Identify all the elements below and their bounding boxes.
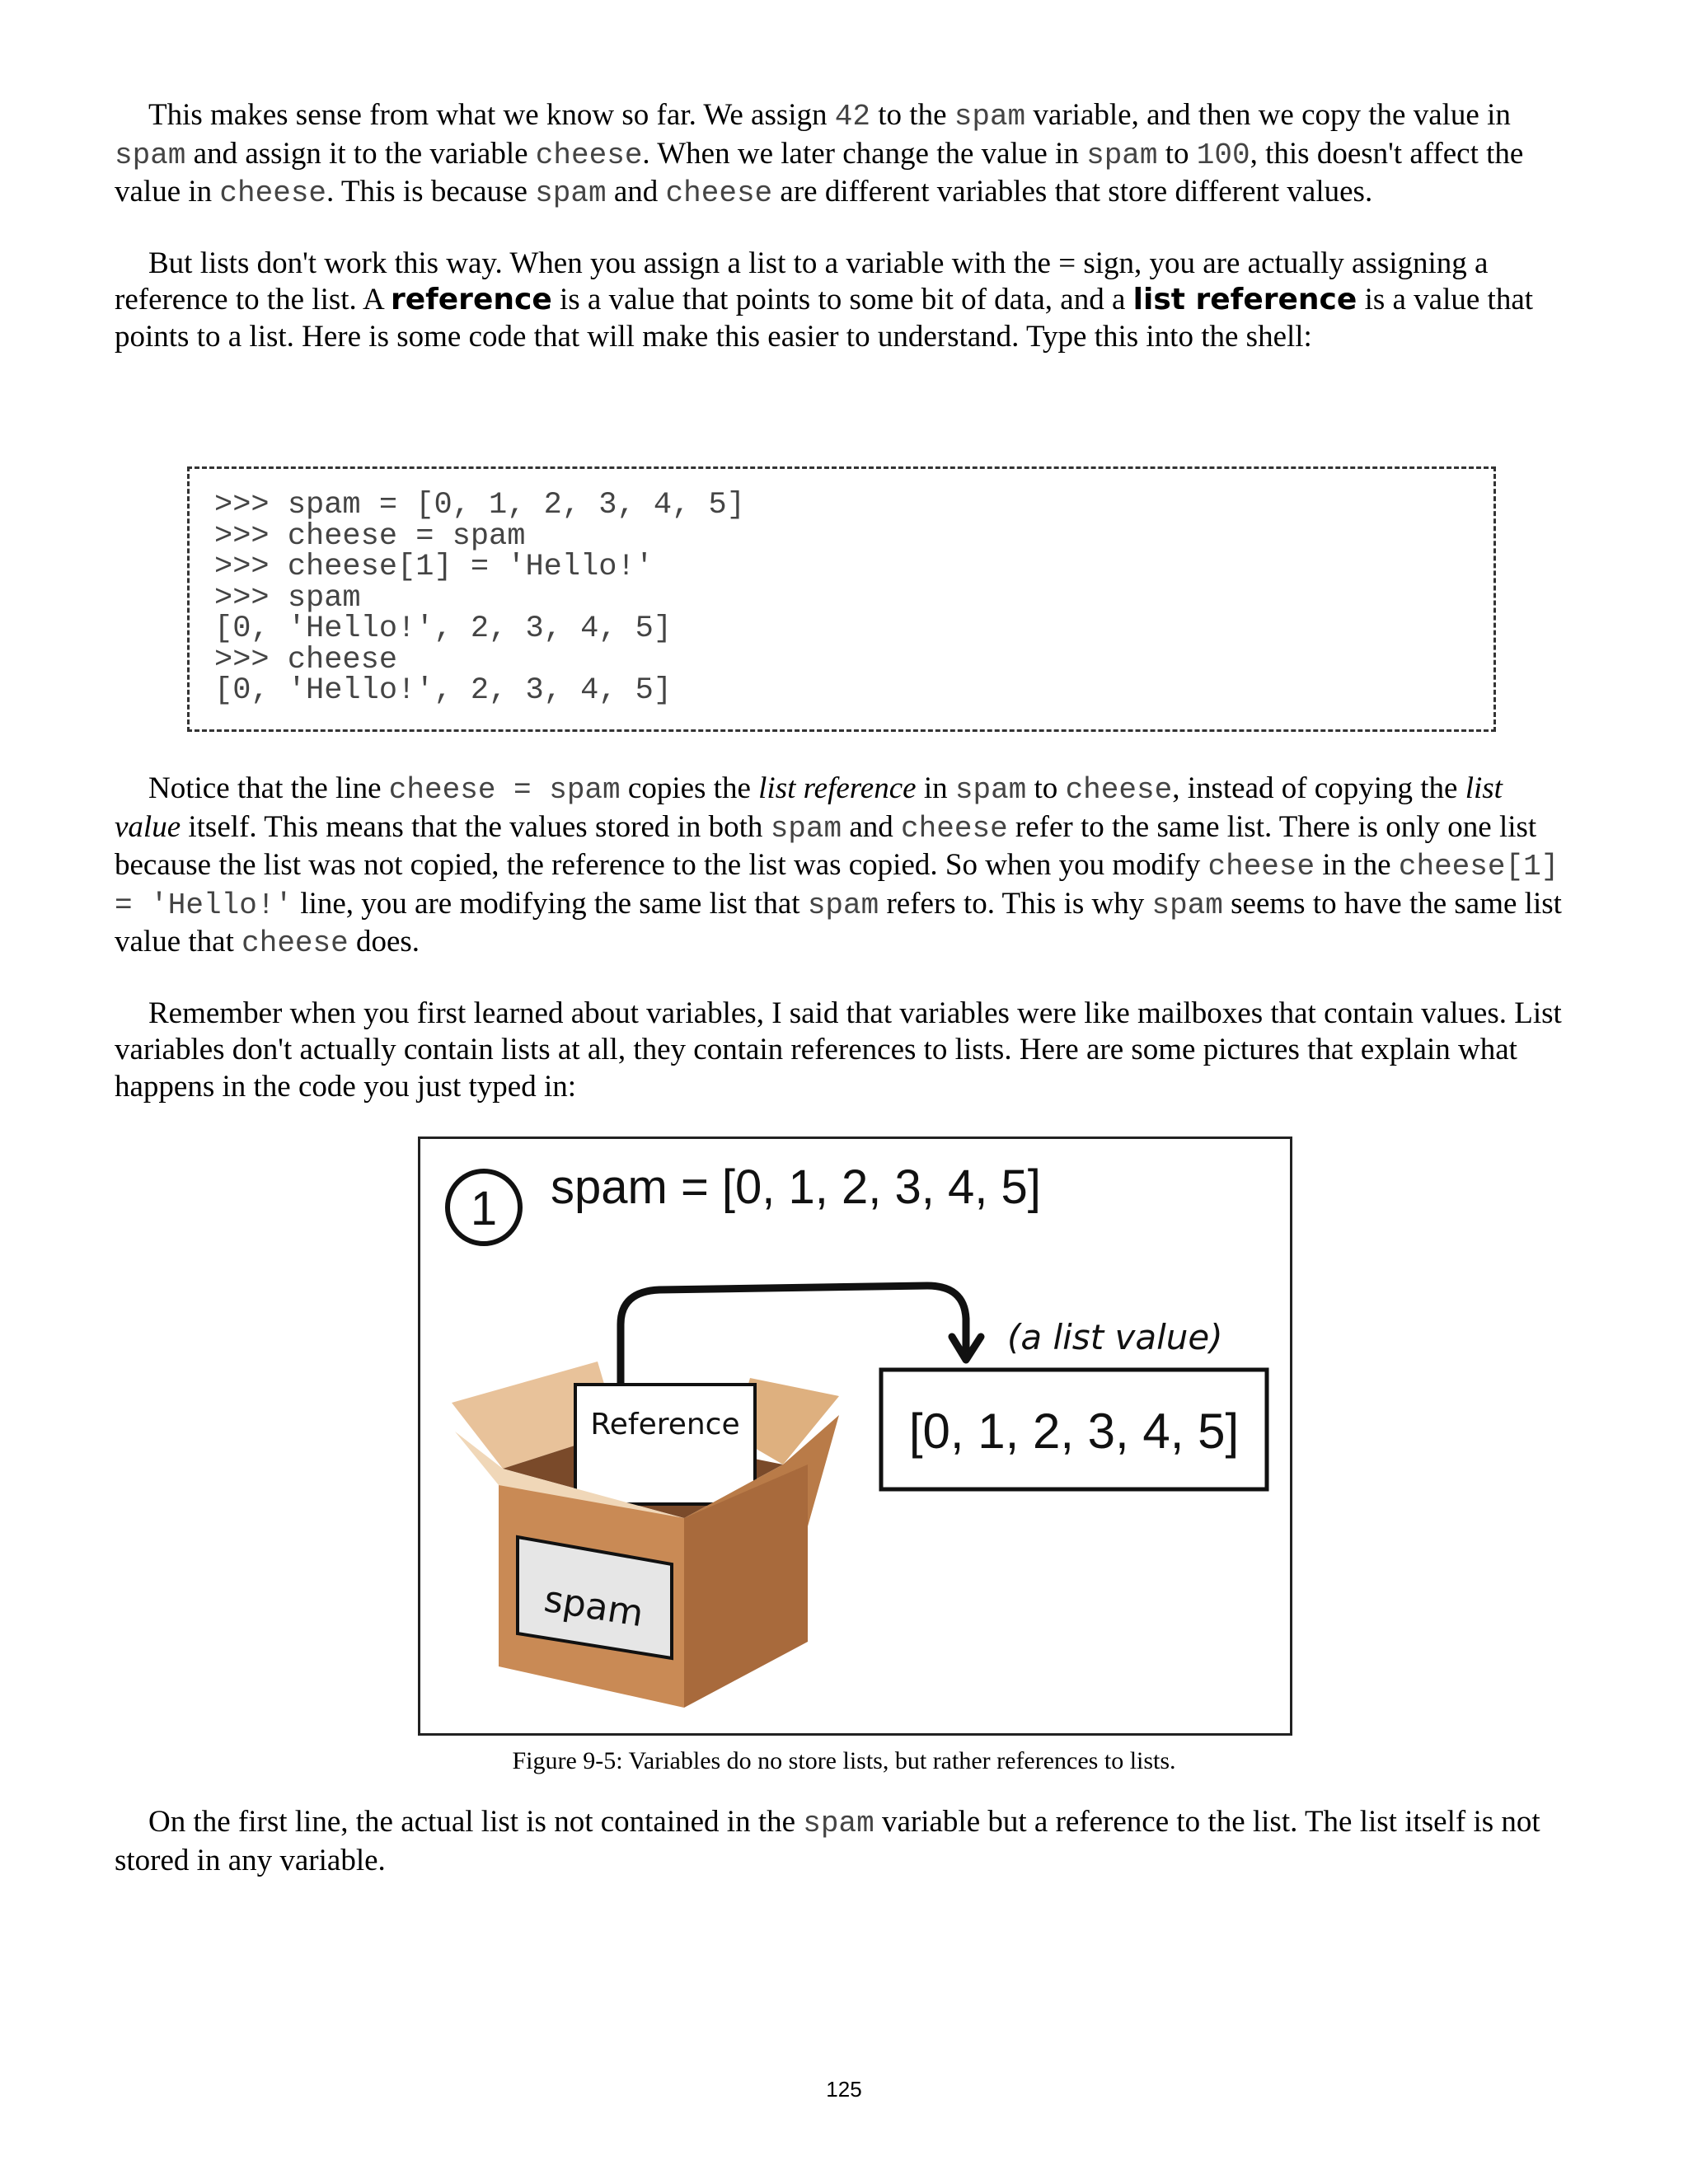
inline-code: cheese (901, 811, 1008, 846)
text: and assign it to the variable (185, 136, 536, 171)
text: does. (348, 925, 420, 958)
page-body-3 (115, 1804, 1573, 1879)
code-line: [0, 'Hello!', 2, 3, 4, 5] (214, 612, 673, 646)
step-number: 1 (470, 1182, 498, 1235)
text: line, you are modifying the same list that (293, 886, 808, 921)
text: to the (870, 98, 954, 132)
text: variable, and then we copy the value in (1025, 98, 1511, 132)
text: seems to have the same list value that (115, 886, 1562, 958)
reference-card (575, 1385, 755, 1504)
list-value-note: (a list value) (1007, 1317, 1223, 1357)
inline-code: cheese (535, 138, 643, 172)
text: . When we later change the value in (642, 136, 1087, 171)
text: On the first line, the actual list is not contained in the (148, 1805, 804, 1839)
code-block (187, 466, 1496, 732)
text: itself. This means that the values stored in both (181, 809, 771, 844)
inline-code: 100 (1196, 138, 1250, 172)
text: to (1157, 136, 1197, 171)
inline-code: cheese[1] = 'Hello!' (115, 850, 1559, 922)
code-line: >>> cheese[1] = 'Hello!' (214, 550, 654, 584)
text: refers to. This is why (879, 886, 1152, 921)
keyword-term: list reference (1132, 283, 1357, 316)
text: , this doesn't affect the value in (115, 136, 1524, 209)
text: refer to the same list. There is only one list because the list was not copied, the reference to the list was copied. So when you modify (115, 809, 1537, 882)
text: This makes sense from what we know so far. We assign (148, 98, 835, 132)
figure-code-title: spam = [0, 1, 2, 3, 4, 5] (551, 1160, 1041, 1214)
text: Notice that the line (148, 771, 389, 805)
inline-code: spam (807, 888, 879, 922)
code-listing (214, 490, 745, 707)
paragraph-3 (115, 771, 1573, 963)
text: is a value that points to a list. Here is some code that will make this easier to understand. Type this into the shell: (115, 283, 1534, 354)
inline-code: cheese (1207, 850, 1315, 883)
code-line: [0, 'Hello!', 2, 3, 4, 5] (214, 673, 673, 708)
page-body (115, 97, 1573, 355)
list-value: [0, 1, 2, 3, 4, 5] (908, 1404, 1240, 1459)
figure-illustration (420, 1139, 1290, 1733)
paragraph-4 (115, 996, 1573, 1106)
page-number: 125 (826, 2077, 862, 2102)
inline-code: cheese = spam (388, 773, 621, 807)
text: But lists don't work this way. When you assign a list to a variable with the = sign, you are actually assigning a reference to the list. A (115, 246, 1489, 316)
inline-code: cheese (219, 176, 327, 210)
text: is a value that points to some bit of data, and a (551, 283, 1133, 316)
emphasis: list reference (758, 771, 917, 805)
spam-label-text: spam (541, 1577, 646, 1636)
text: in (916, 771, 955, 805)
inline-code: cheese (241, 926, 349, 960)
text: . This is because (326, 175, 536, 209)
paragraph-2 (115, 246, 1573, 356)
inline-code: spam (115, 138, 186, 172)
code-line: >>> cheese (214, 642, 398, 677)
code-line: >>> spam (214, 580, 361, 616)
text: copies the (620, 771, 759, 805)
text: to (1026, 771, 1066, 805)
text: and (842, 809, 902, 844)
text: are different variables that store different values. (772, 175, 1373, 209)
page-body-2 (115, 771, 1573, 1105)
inline-code: cheese (1065, 773, 1173, 807)
text: Remember when you first learned about variables, I said that variables were like mailboxes that contain values. List variables don't actually contain lists at all, they contain references to lists. Here are some pictures that explain what happens in the code you just typed in: (115, 996, 1562, 1104)
paragraph-1 (115, 97, 1573, 213)
inline-code: spam (803, 1807, 874, 1840)
text: in the (1315, 848, 1399, 882)
emphasis: list value (115, 771, 1503, 844)
inline-code: spam (954, 100, 1026, 134)
text: and (606, 175, 666, 209)
inline-code: spam (535, 176, 607, 210)
paragraph-5 (115, 1804, 1573, 1879)
inline-code: cheese (665, 176, 773, 210)
reference-label: Reference (590, 1408, 740, 1441)
figure-caption: Figure 9-5: Variables do no store lists, but rather references to lists. (512, 1747, 1176, 1774)
figure-list-reference (418, 1137, 1292, 1736)
code-line: >>> spam = [0, 1, 2, 3, 4, 5] (214, 488, 745, 523)
inline-code: 42 (834, 100, 871, 134)
inline-code: spam (770, 811, 842, 846)
text: , instead of copying the (1172, 771, 1465, 805)
inline-code: spam (1086, 138, 1158, 172)
code-line: >>> cheese = spam (214, 518, 526, 554)
keyword-term: reference (390, 283, 552, 316)
inline-code: spam (1151, 888, 1223, 922)
inline-code: spam (954, 773, 1027, 807)
text: variable but a reference to the list. The list itself is not stored in any variable. (115, 1805, 1540, 1877)
